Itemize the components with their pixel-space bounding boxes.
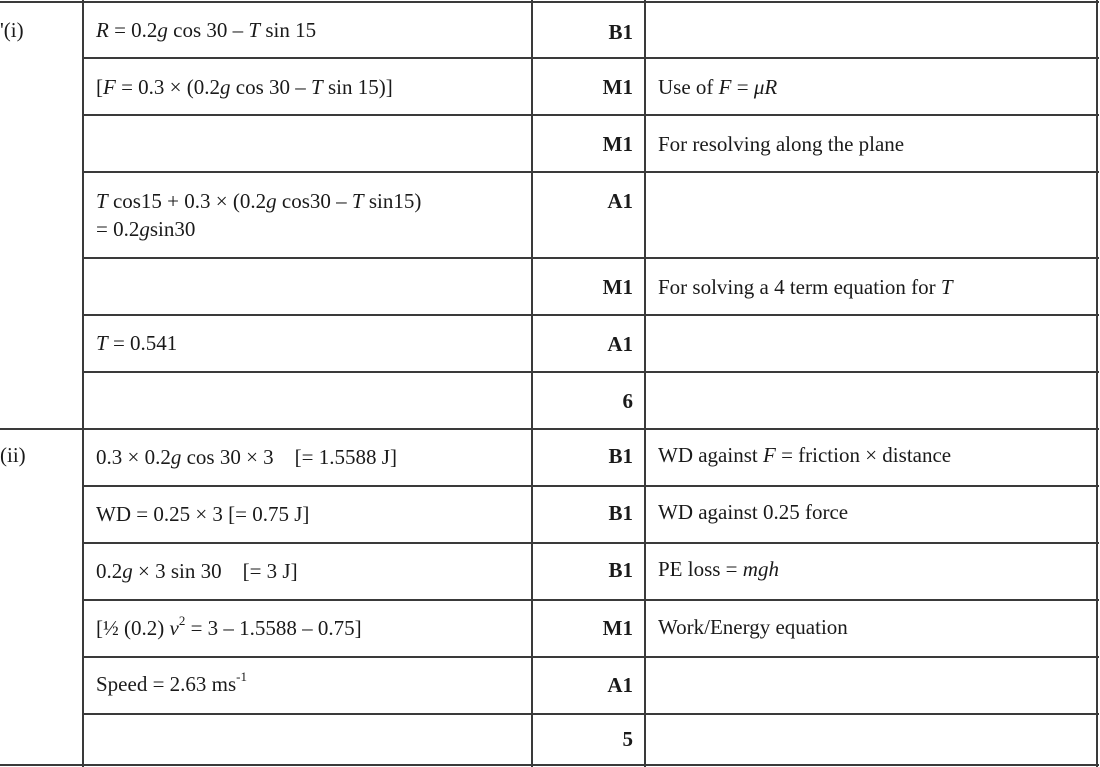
working-cell-line2: = 0.2gsin30 [96, 217, 196, 241]
working-cell: 0.2g × 3 sin 30 [= 3 J] [96, 559, 298, 583]
mark-cell: M1 [602, 275, 633, 299]
column-divider [1096, 0, 1098, 767]
row-divider [83, 114, 1099, 116]
note-cell: WD against 0.25 force [658, 500, 849, 524]
row-divider [83, 713, 1099, 715]
row-divider [83, 599, 1099, 601]
row-divider [83, 542, 1099, 544]
working-cell: T cos15 + 0.3 × (0.2g cos30 – T sin15) [96, 189, 422, 213]
column-divider [644, 0, 646, 767]
note-cell: Use of F = μR [658, 75, 778, 99]
mark-cell: B1 [608, 558, 633, 582]
mark-cell: A1 [607, 673, 633, 697]
total-marks: 5 [622, 727, 633, 751]
row-divider [83, 371, 1099, 373]
column-divider [82, 0, 84, 767]
working-cell: [½ (0.2) $v^2 = 3 - 1.5588 - 0.75$] [96, 613, 362, 640]
note-cell: Work/Energy equation [658, 615, 848, 639]
column-divider [531, 0, 533, 767]
note-cell: WD against F = friction × distance [658, 443, 952, 467]
mark-cell: A1 [607, 189, 633, 213]
part-label: (ii) [0, 443, 26, 467]
row-divider [0, 1, 1099, 3]
row-divider [83, 485, 1099, 487]
row-divider [83, 171, 1099, 173]
row-divider [0, 764, 1099, 766]
working-cell: R = 0.2g cos 30 – T sin 15 [96, 18, 317, 42]
mark-cell: M1 [602, 616, 633, 640]
working-cell: [F = 0.3 × (0.2g cos 30 – T sin 15)] [96, 75, 393, 99]
mark-cell: M1 [602, 132, 633, 156]
mark-cell: B1 [608, 444, 633, 468]
total-marks: 6 [622, 389, 633, 413]
mark-cell: M1 [602, 75, 633, 99]
row-divider [83, 314, 1099, 316]
working-cell: WD = 0.25 × 3 [= 0.75 J] [96, 502, 310, 526]
working-cell: 0.3 × 0.2g cos 30 × 3 [= 1.5588 J] [96, 445, 397, 469]
row-divider [83, 57, 1099, 59]
mark-cell: A1 [607, 332, 633, 356]
note-cell: For resolving along the plane [658, 132, 905, 156]
part-label: '(i) [0, 18, 24, 42]
part-divider [0, 428, 1099, 430]
note-cell: PE loss = mgh [658, 557, 779, 581]
note-cell: For solving a 4 term equation for T [658, 275, 953, 299]
working-cell: T = 0.541 [96, 331, 178, 355]
row-divider [83, 656, 1099, 658]
mark-cell: B1 [608, 20, 633, 44]
working-cell: Speed = 2.63 $ms^{-1}$ [96, 669, 248, 696]
mark-cell: B1 [608, 501, 633, 525]
row-divider [83, 257, 1099, 259]
